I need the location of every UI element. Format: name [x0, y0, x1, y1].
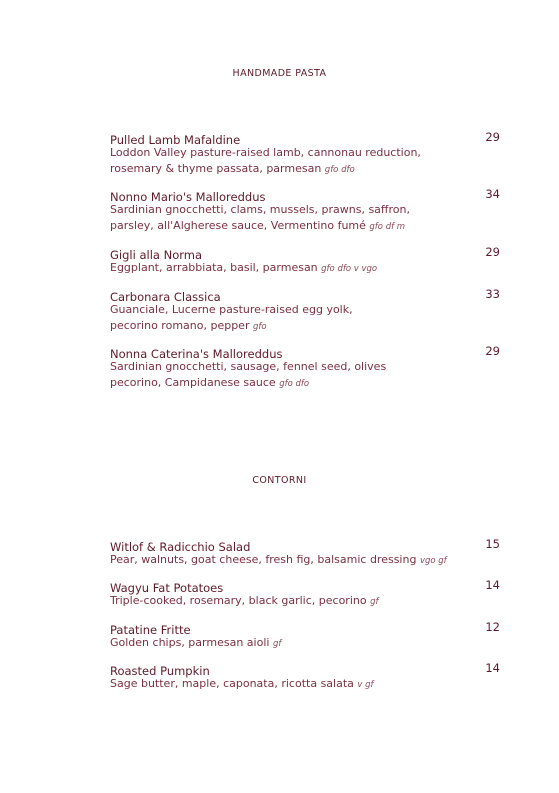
item-description: Golden chips, parmesan aioli gf: [110, 636, 282, 649]
item-description: Pear, walnuts, goat cheese, fresh fig, balsamic dressing vgo gf: [110, 553, 447, 566]
menu-item-roasted-pumpkin: [110, 660, 500, 693]
menu-item-witlof-salad: [110, 536, 500, 569]
item-price: 15: [485, 537, 500, 551]
menu-item-nonno-mario: [110, 186, 500, 235]
item-price: 29: [485, 344, 500, 358]
item-name: Nonno Mario's Malloreddus: [110, 190, 266, 204]
item-description: Loddon Valley pasture-raised lamb, cannonau reduction,: [110, 146, 421, 159]
item-price: 33: [485, 287, 500, 301]
item-description: pecorino romano, pepper gfo: [110, 319, 267, 332]
section-title-pasta: HANDMADE PASTA: [232, 68, 327, 79]
item-price: 12: [485, 620, 500, 634]
dietary-tags: vgo gf: [419, 556, 447, 566]
item-description: Sardinian gnocchetti, clams, mussels, prawns, saffron,: [110, 203, 410, 216]
section-title-contorni: CONTORNI: [252, 475, 307, 486]
item-name: Nonna Caterina's Malloreddus: [110, 347, 283, 361]
menu-item-patatine-fritte: [110, 619, 500, 652]
dietary-tags: v gf: [357, 680, 374, 690]
item-description: parsley, all'Algherese sauce, Vermentino fumé gfo df m: [110, 219, 406, 232]
item-description: Guanciale, Lucerne pasture-raised egg yolk,: [110, 303, 353, 316]
item-description: Sardinian gnocchetti, sausage, fennel seed, olives: [110, 360, 387, 373]
item-price: 14: [485, 578, 500, 592]
menu-item-pulled-lamb: [110, 129, 500, 178]
item-name: Gigli alla Norma: [110, 248, 203, 262]
item-price: 34: [485, 187, 500, 201]
dietary-tags: gfo dfo: [279, 379, 310, 389]
dietary-tags: gf: [370, 597, 379, 607]
dietary-tags: gfo dfo v vgo: [321, 264, 378, 274]
item-description: Sage butter, maple, caponata, ricotta salata v gf: [110, 677, 374, 690]
dietary-tags: gfo dfo: [324, 165, 355, 175]
menu-item-carbonara: [110, 286, 500, 335]
item-name: Roasted Pumpkin: [110, 664, 210, 678]
dietary-tags: gfo df m: [369, 222, 406, 232]
dietary-tags: gf: [272, 639, 282, 649]
dietary-tags: gfo: [252, 322, 267, 332]
item-name: Carbonara Classica: [110, 290, 221, 304]
item-description: rosemary & thyme passata, parmesan gfo dfo: [110, 162, 355, 175]
item-price: 29: [485, 130, 500, 144]
item-name: Witlof & Radicchio Salad: [110, 540, 251, 554]
item-name: Pulled Lamb Mafaldine: [110, 133, 241, 147]
menu-item-wagyu-potatoes: [110, 577, 500, 610]
menu-item-gigli-norma: [110, 244, 500, 277]
item-price: 29: [485, 245, 500, 259]
item-name: Patatine Fritte: [110, 623, 191, 637]
item-description: Triple-cooked, rosemary, black garlic, pecorino gf: [110, 594, 379, 607]
item-description: Eggplant, arrabbiata, basil, parmesan gfo dfo v vgo: [110, 261, 378, 274]
item-price: 14: [485, 661, 500, 675]
item-name: Wagyu Fat Potatoes: [110, 581, 224, 595]
item-description: pecorino, Campidanese sauce gfo dfo: [110, 376, 310, 389]
menu-item-nonna-caterina: [110, 343, 500, 392]
